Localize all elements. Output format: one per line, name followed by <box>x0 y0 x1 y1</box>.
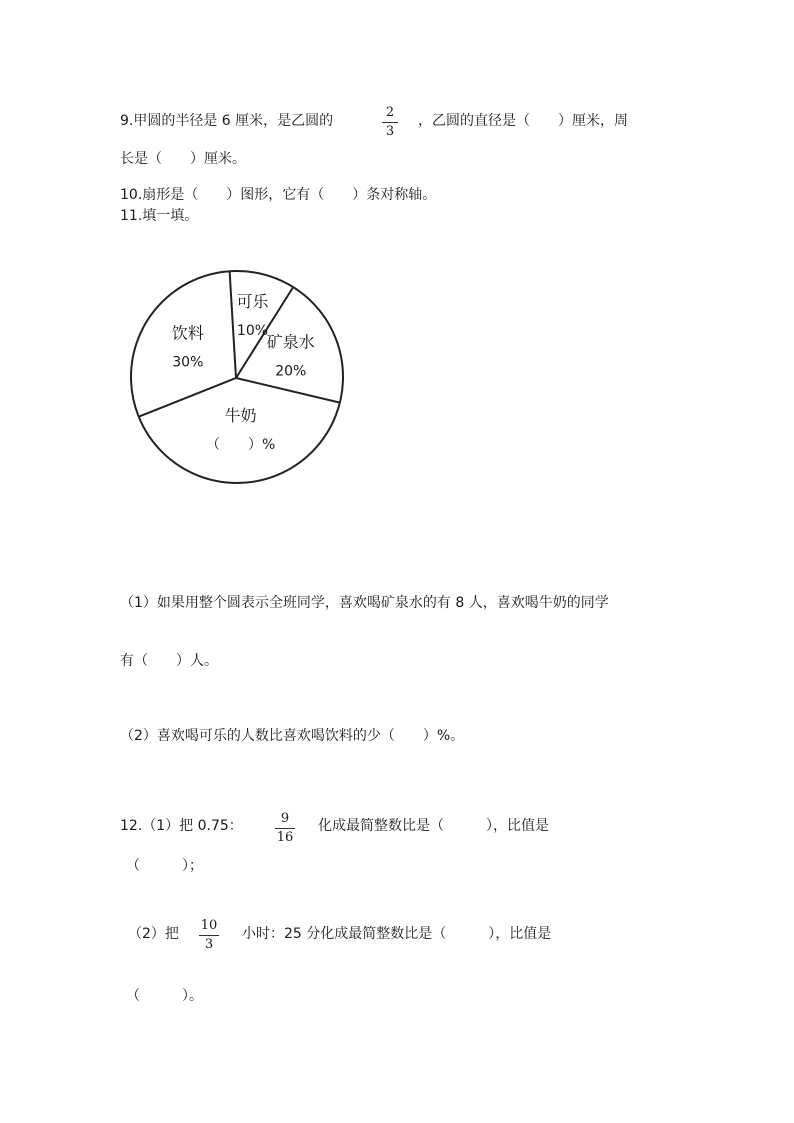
q11-sub1-line1: （1）如果用整个圆表示全班同学，喜欢喝矿泉水的有 8 人，喜欢喝牛奶的同学 <box>120 595 609 611</box>
q10-text: 10.扇形是（ ）图形，它有（ ）条对称轴。 <box>120 187 437 203</box>
pie-chart <box>118 252 358 492</box>
q9-fraction-numerator: 2 <box>385 105 395 120</box>
fraction-bar <box>199 935 219 936</box>
pie-slice-2-value: 20% <box>275 363 307 380</box>
q12-fraction-1-numerator: 9 <box>280 811 290 826</box>
q9-fraction <box>382 106 398 139</box>
q9-fraction-denominator: 3 <box>385 124 395 139</box>
q9-line1-text: 9.甲圆的半径是 6 厘米，是乙圆的 <box>120 113 334 129</box>
pie-slice-3-label: 牛奶 <box>224 405 257 425</box>
q11-sub2: （2）喜欢喝可乐的人数比喜欢喝饮料的少（ ）%。 <box>120 728 465 744</box>
pie-slice-4-label: 饮料 <box>171 323 204 343</box>
q12-part1-rest: 化成最简整数比是（ ），比值是 <box>318 818 549 834</box>
q12-fraction-2 <box>199 919 219 952</box>
q9-line1-rest: ，乙圆的直径是（ ）厘米，周 <box>418 113 628 129</box>
q12-fraction-1-denominator: 16 <box>276 830 294 845</box>
q12-part2-rest: 小时：25 分化成最简整数比是（ ），比值是 <box>242 926 552 942</box>
pie-slice-2-label: 矿泉水 <box>266 332 315 352</box>
pie-slice-4-value: 30% <box>172 354 204 371</box>
q12-fraction-2-denominator: 3 <box>204 937 214 952</box>
q12-part2-text: （2）把 <box>128 926 179 942</box>
pie-slice-3-value: （ ）% <box>205 436 276 453</box>
q12-part2-line2: （ ）。 <box>126 988 203 1004</box>
q12-fraction-2-numerator: 10 <box>200 918 218 933</box>
q11-sub1-line2: 有（ ）人。 <box>120 653 218 669</box>
q9-line2: 长是（ ）厘米。 <box>120 151 246 167</box>
q12-part1-text: 12.（1）把 0.75： <box>120 818 243 834</box>
pie-slice-1-label: 可乐 <box>236 291 269 311</box>
fraction-bar <box>275 828 295 829</box>
q12-part1-line2: （ ）； <box>126 858 203 874</box>
pie-slice-1-value: 10% <box>236 322 269 339</box>
q12-fraction-1 <box>275 812 295 845</box>
fraction-bar <box>382 122 398 123</box>
q11-title: 11.填一填。 <box>120 208 199 224</box>
